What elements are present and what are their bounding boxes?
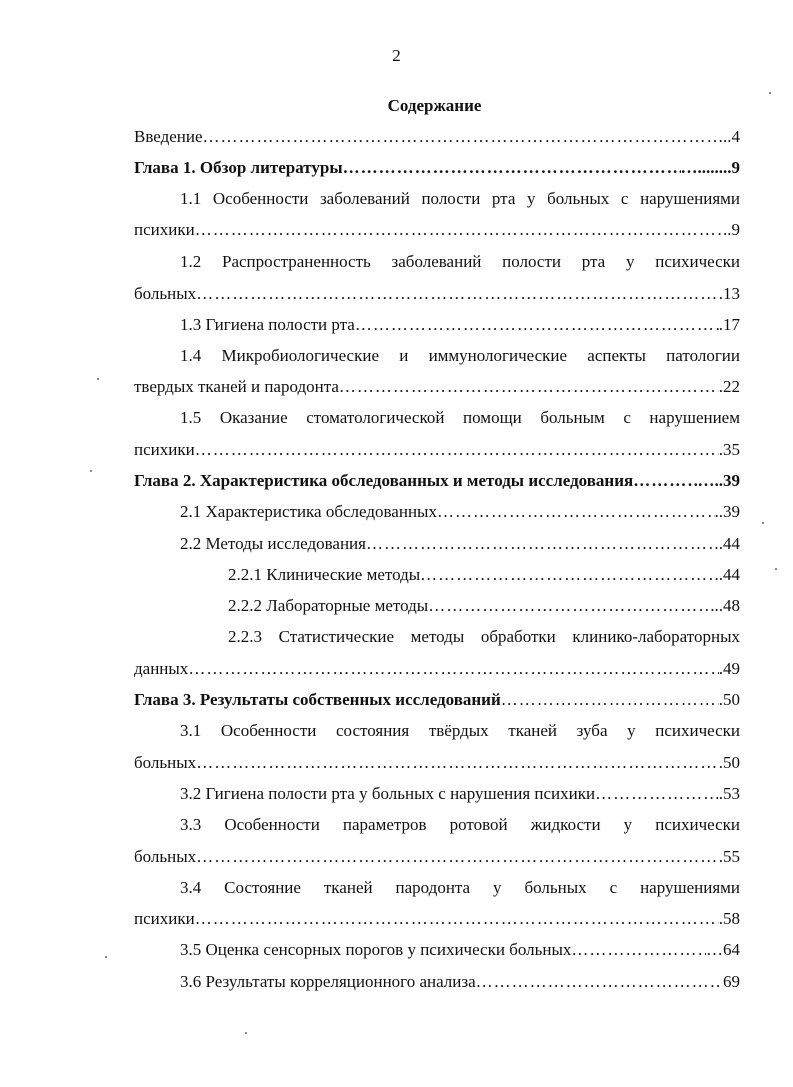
- toc-entry-chapter-1: [134, 156, 740, 180]
- toc-entry-1-2: 1.2 Распространенность заболеваний полости рта у психически: [180, 252, 740, 271]
- toc-entry-page: …........9: [680, 158, 740, 177]
- scan-speck: [775, 568, 777, 570]
- toc-entry-text: Введение: [134, 127, 203, 146]
- toc-entry-1-5-cont: [134, 438, 740, 462]
- toc-entry-3-4: 3.4 Состояние тканей пародонта у больных с нарушениями: [180, 878, 740, 897]
- scan-speck: [97, 378, 99, 380]
- toc-entry-text: твердых тканей и пародонта: [134, 377, 339, 396]
- toc-entry-text: 2.2 Методы исследования: [180, 534, 366, 553]
- toc-entry-page: …64: [706, 940, 740, 959]
- scan-speck: [245, 1032, 247, 1034]
- toc-entry-text: данных: [134, 659, 189, 678]
- toc-entry-text: 2.2.2 Лабораторные методы: [228, 596, 429, 615]
- scan-speck: [769, 92, 771, 94]
- toc-entry-1-3: [180, 313, 740, 337]
- toc-entry-text: Глава 3. Результаты собственных исследований: [134, 690, 501, 709]
- toc-entry-text: 3.5 Оценка сенсорных порогов у психически больных: [180, 940, 572, 959]
- toc-entry-page: .50: [718, 690, 740, 709]
- toc-entry-page: .44: [718, 565, 740, 584]
- toc-entry-3-1: 3.1 Особенности состояния твёрдых тканей зуба у психически: [180, 721, 740, 740]
- toc-entry-text: Глава 2. Характеристика обследованных и методы исследования: [134, 471, 634, 490]
- toc-entry-page: .17: [718, 315, 740, 334]
- toc-entry-3-3-cont: [134, 845, 740, 869]
- toc-entry-page: .9: [727, 220, 740, 239]
- toc-entry-2-1: [180, 500, 740, 524]
- toc-entry-3-1-cont: [134, 751, 740, 775]
- toc-entry-text: 1.3 Гигиена полости рта: [180, 315, 355, 334]
- toc-entry-2-2-3: 2.2.3 Статистические методы обработки клинико-лабораторных: [228, 627, 740, 646]
- page-number: 2: [392, 46, 401, 65]
- toc-entry-page: .55: [718, 847, 740, 866]
- toc-entry-page: .22: [718, 377, 740, 396]
- toc-entry-text: больных: [134, 284, 197, 303]
- toc-entry-2-2-3-cont: [134, 657, 740, 681]
- toc-entry-text: психики: [134, 220, 195, 239]
- toc-entry-1-1: 1.1 Особенности заболеваний полости рта у больных с нарушениями: [180, 189, 740, 208]
- toc-entry-3-3: 3.3 Особенности параметров ротовой жидкости у психически: [180, 815, 740, 834]
- toc-entry-chapter-3: [134, 688, 740, 712]
- toc-entry-text: 3.6 Результаты корреляционного анализа: [180, 972, 476, 991]
- toc-entry-page: 69: [723, 972, 740, 991]
- scan-speck: [90, 470, 92, 472]
- toc-entry-3-4-cont: [134, 907, 740, 931]
- toc-entry-text: психики: [134, 909, 195, 928]
- toc-entry-text: психики: [134, 440, 195, 459]
- toc-entry-page: .35: [718, 440, 740, 459]
- toc-entry-page: .50: [718, 753, 740, 772]
- toc-entry-page: .49: [718, 659, 740, 678]
- toc-entry-3-5: [180, 938, 740, 962]
- toc-entry-text: 2.2.1 Клинические методы: [228, 565, 421, 584]
- toc-entry-chapter-2: [134, 469, 740, 493]
- toc-entry-text: больных: [134, 847, 197, 866]
- toc-title: Содержание: [387, 96, 482, 115]
- toc-entry-page: ..48: [714, 596, 740, 615]
- toc-entry-text: больных: [134, 753, 197, 772]
- toc-entry-page: …..39: [697, 471, 740, 490]
- toc-entry-page: .53: [718, 784, 740, 803]
- toc-entry-1-4-cont: [134, 375, 740, 399]
- toc-entry-1-4: 1.4 Микробиологические и иммунологические аспекты патологии: [180, 346, 740, 365]
- toc-entry-page: ..39: [714, 502, 740, 521]
- toc-entry-1-2-cont: [134, 282, 740, 306]
- toc-entry-text: 3.2 Гигиена полости рта у больных с нарушения психики: [180, 784, 596, 803]
- toc-entry-page: .44: [718, 534, 740, 553]
- toc-entry-3-2: [180, 782, 740, 806]
- toc-entry-page: .13: [718, 284, 740, 303]
- toc-entry-2-2-1: [228, 563, 740, 587]
- toc-entry-text: Глава 1. Обзор литературы: [134, 158, 343, 177]
- toc-entry-3-6: [180, 970, 740, 994]
- toc-entry-page: .58: [718, 909, 740, 928]
- toc-entry-page: ..4: [723, 127, 740, 146]
- scan-speck: [762, 522, 764, 524]
- toc-entry-2-2-2: [228, 594, 740, 618]
- toc-entry-introduction: [134, 125, 740, 149]
- toc-entry-2-2: [180, 532, 740, 556]
- toc-entry-1-1-cont: [134, 218, 740, 242]
- toc-entry-text: 2.1 Характеристика обследованных: [180, 502, 437, 521]
- scan-speck: [105, 956, 107, 958]
- toc-entry-1-5: 1.5 Оказание стоматологической помощи больным с нарушением: [180, 408, 740, 427]
